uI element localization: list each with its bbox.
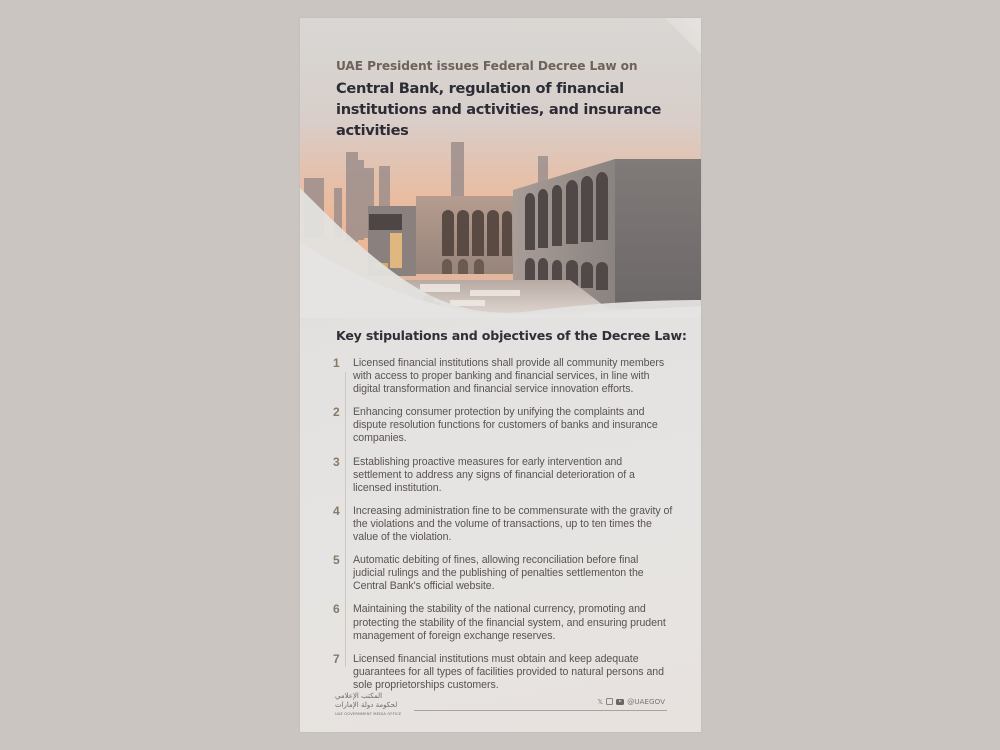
item-number: 4 bbox=[333, 503, 340, 518]
list-item bbox=[333, 603, 673, 642]
infographic-card bbox=[300, 18, 701, 732]
social-handle: @UAEGOV bbox=[627, 697, 665, 706]
item-number: 3 bbox=[333, 454, 340, 469]
item-text: Licensed financial institutions must obtain and keep adequate guarantees for all types of facilities provided to natural persons and sole proprietorships customers. bbox=[353, 652, 664, 691]
logo-english: UAE GOVERNMENT MEDIA OFFICE bbox=[335, 712, 402, 716]
footer bbox=[300, 688, 701, 732]
logo-arabic-line-1: المكتب الإعلامي bbox=[335, 692, 383, 700]
item-text: Licensed financial institutions shall provide all community members with access to proper banking and financial services, in line with digital transformation and financial service innovation efforts. bbox=[353, 357, 665, 396]
item-text: Automatic debiting of fines, allowing reconciliation before final judicial rulings and the publishing of penalties settlementon the Central Bank's official website. bbox=[353, 554, 644, 593]
youtube-icon bbox=[616, 699, 624, 705]
section-heading: Key stipulations and objectives of the Decree Law: bbox=[336, 328, 687, 343]
list-item bbox=[333, 406, 673, 445]
stipulations-list bbox=[333, 357, 673, 702]
item-number: 1 bbox=[333, 356, 340, 370]
item-number: 6 bbox=[333, 602, 340, 617]
item-text: Maintaining the stability of the national currency, promoting and protecting the stability of the financial system, and ensuring prudent management of foreign exchange reserves. bbox=[353, 603, 666, 642]
instagram-icon bbox=[606, 698, 613, 705]
x-icon: 𝕏 bbox=[597, 697, 604, 706]
item-number: 7 bbox=[333, 651, 340, 666]
item-text: Enhancing consumer protection by unifying the complaints and dispute resolution functions for customers of banks and insurance companies. bbox=[353, 406, 658, 445]
logo-arabic-line-2: لحكومة دولة الإمارات bbox=[335, 701, 398, 709]
item-number: 2 bbox=[333, 405, 340, 420]
footer-divider bbox=[414, 710, 667, 711]
list-item bbox=[333, 653, 673, 692]
list-item bbox=[333, 357, 673, 396]
kicker-text: UAE President issues Federal Decree Law on bbox=[336, 59, 638, 73]
social-links bbox=[597, 697, 665, 706]
item-text: Establishing proactive measures for early intervention and settlement to address any signs of financial deterioration of a licensed institution. bbox=[353, 455, 635, 494]
media-office-logo bbox=[335, 692, 405, 716]
item-text: Increasing administration fine to be commensurate with the gravity of the violations and the volume of transactions, up to ten times the value of the violation. bbox=[353, 504, 673, 544]
list-item bbox=[333, 456, 673, 495]
list-item bbox=[333, 554, 673, 593]
item-number: 5 bbox=[333, 553, 340, 568]
list-item bbox=[333, 505, 673, 544]
page-title: Central Bank, regulation of financial institutions and activities, and insurance activities bbox=[336, 80, 662, 139]
